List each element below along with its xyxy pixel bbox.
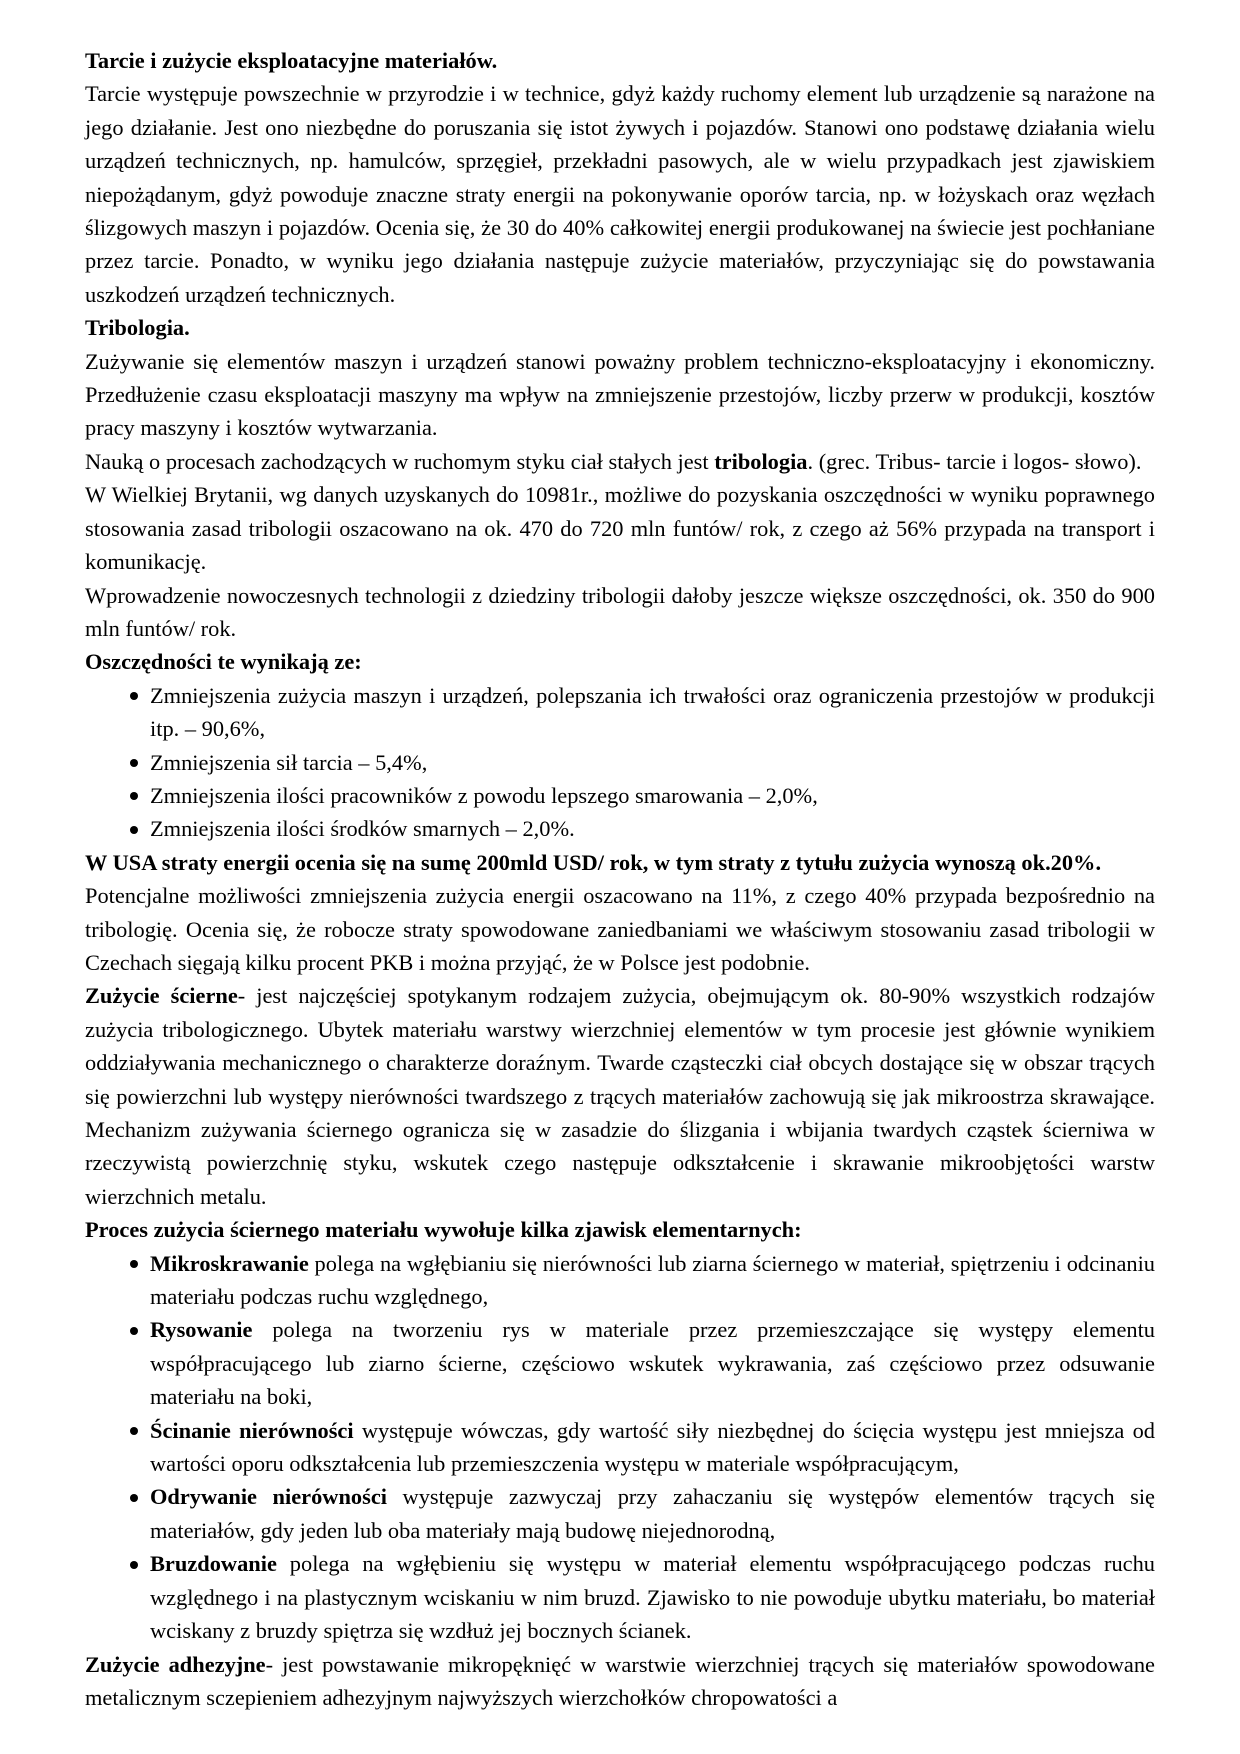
definition-lead: Nauką o procesach zachodzących w ruchomym styku ciał stałych jest: [85, 448, 715, 474]
abrasive-wear-paragraph: [85, 979, 1155, 1213]
page-title: Tarcie i zużycie eksploatacyjne materiałów.: [85, 48, 498, 73]
list-item: [85, 1547, 1155, 1647]
usa-paragraph: W USA straty energii ocenia się na sumę 200mld USD/ rok, w tym straty z tytułu zużycia wynoszą ok.20%.: [85, 849, 1102, 875]
bullet-icon: [129, 679, 139, 712]
bullet-icon: [129, 1480, 139, 1513]
list-item: [85, 1247, 1155, 1314]
list-item-text: polega na wgłębieniu się występu w materiał elementu współpracującego podczas ruchu względnego i na plastycznym wciskaniu w nim bruzd. Zjawisko to nie powoduje ubytku materiału, bo materiał wciskany z bruzdy spiętrza się wzdłuż jej bocznych ścianek.: [150, 1551, 1155, 1644]
abrasive-wear-text: - jest najczęściej spotykanym rodzajem zużycia, obejmującym ok. 80-90% wszystkich rodzajów zużycia tribologicznego. Ubytek materiału warstwy wierzchniej elementów w tym procesie jest głównie wynikiem oddziaływania mechanicznego o charakterze doraźnym. Twarde cząsteczki ciał obcych dostające się w obszar trących się powierzchni lub występy nierówności twardszego z trących materiałów zachowują się jak mikroostrza skrawające. Mechanizm zużywania ściernego ogranicza się w zasadzie do ślizgania i wbijania twardych cząstek ścierniwa w rzeczywistą powierzchnię styku, wskutek czego następuje odkształcenie i skrawanie mikroobjętości warstw wierzchnich metalu.: [85, 983, 1155, 1209]
definition-tail: . (grec. Tribus- tarcie i logos- słowo).: [807, 448, 1142, 474]
potential-paragraph: Potencjalne możliwości zmniejszenia zużycia energii oszacowano na 11%, z czego 40% przypada bezpośrednio na tribologię. Ocenia się, że robocze straty spowodowane zaniedbaniami we właściwym stosowaniu zasad tribologii w Czechach sięgają kilku procent PKB i można przyjąć, że w Polsce jest podobnie.: [85, 883, 1155, 975]
tribologia-heading: Tribologia.: [85, 315, 190, 341]
definition-term: tribologia: [714, 448, 808, 474]
process-heading: Proces zużycia ściernego materiału wywołuje kilka zjawisk elementarnych:: [85, 1217, 802, 1243]
savings-heading: Oszczędności te wynikają ze:: [85, 649, 362, 675]
list-item-text: polega na wgłębianiu się nierówności lub ziarna ściernego w materiał, spiętrzeniu i odcinaniu materiału podczas ruchu względnego,: [150, 1250, 1155, 1310]
list-item-text: polega na tworzeniu rys w materiale przez przemieszczające się występy elementu współpracującego lub ziarno ścierne, częściowo wskutek wykrawania, zaś częściowo przez odsuwanie materiału na boki,: [150, 1317, 1155, 1410]
list-item-text: Zmniejszenia zużycia maszyn i urządzeń, polepszania ich trwałości oraz ograniczenia przestojów w produkcji itp. – 90,6%,: [150, 682, 1155, 742]
bullet-icon: [129, 1313, 139, 1346]
list-item-text: Zmniejszenia ilości pracowników z powodu lepszego smarowania – 2,0%,: [150, 782, 818, 808]
bullet-icon: [129, 746, 139, 779]
bullet-icon: [129, 1547, 139, 1580]
tribologia-paragraph: Zużywanie się elementów maszyn i urządzeń stanowi poważny problem techniczno-eksploatacyjny i ekonomiczny. Przedłużenie czasu eksploatacji maszyny ma wpływ na zmniejszenie przestojów, liczby przerw w produkcji, kosztów pracy maszyny i kosztów wytwarzania.: [85, 348, 1155, 441]
list-item-term: Mikroskrawanie: [150, 1250, 309, 1276]
list-item-term: Rysowanie: [150, 1317, 253, 1343]
list-item: [85, 746, 1155, 779]
list-item-text: występuje wówczas, gdy wartość siły niezbędnej do ścięcia występu jest mniejsza od wartości oporu odkształcenia lub przemieszczenia występu w materiale współpracującym,: [150, 1417, 1155, 1477]
definition-paragraph: [85, 445, 1155, 478]
adhesive-wear-paragraph: [85, 1648, 1155, 1715]
britain-paragraph: W Wielkiej Brytanii, wg danych uzyskanych do 10981r., możliwe do pozyskania oszczędności w wyniku poprawnego stosowania zasad tribologii oszacowano na ok. 470 do 720 mln funtów/ rok, z czego aż 56% przypada na transport i komunikację.: [85, 482, 1155, 575]
list-item-text: występuje zazwyczaj przy zahaczaniu się występów elementów trących się materiałów, gdy jeden lub oba materiały mają budowę niejednorodną,: [150, 1484, 1155, 1543]
list-item: [85, 1313, 1155, 1413]
list-item: [85, 1414, 1155, 1481]
list-item-text: Zmniejszenia ilości środków smarnych – 2,0%.: [150, 816, 575, 842]
list-item: [85, 779, 1155, 812]
list-item-term: Bruzdowanie: [150, 1551, 277, 1577]
abrasive-wear-term: Zużycie ścierne: [85, 983, 238, 1009]
bullet-icon: [129, 812, 139, 845]
technologies-paragraph: Wprowadzenie nowoczesnych technologii z dziedziny tribologii dałoby jeszcze większe oszczędności, ok. 350 do 900 mln funtów/ rok.: [85, 582, 1155, 641]
list-item: [85, 812, 1155, 845]
document-body: [85, 44, 1155, 1714]
bullet-icon: [129, 1414, 139, 1447]
list-item-term: Odrywanie nierówności: [150, 1484, 387, 1510]
list-item-text: Zmniejszenia sił tarcia – 5,4%,: [150, 749, 428, 775]
bullet-icon: [129, 779, 139, 812]
list-item: [85, 679, 1155, 746]
intro-paragraph: Tarcie występuje powszechnie w przyrodzie i w technice, gdyż każdy ruchomy element lub urządzenie są narażone na jego działanie. Jest ono niezbędne do poruszania się istot żywych i pojazdów. Stanowi ono podstawę działania wielu urządzeń technicznych, np. hamulców, sprzęgieł, przekładni pasowych, ale w wielu przypadkach jest zjawiskiem niepożądanym, gdyż powoduje znaczne straty energii na pokonywanie oporów tarcia, np. w łożyskach oraz węzłach ślizgowych maszyn i pojazdów. Ocenia się, że 30 do 40% całkowitej energii produkowanej na świecie jest pochłaniane przez tarcie. Ponadto, w wyniku jego działania następuje zużycie materiałów, przyczyniając się do powstawania uszkodzeń urządzeń technicznych.: [85, 81, 1155, 307]
list-item-term: Ścinanie nierówności: [150, 1417, 354, 1443]
adhesive-wear-text: - jest powstawanie mikropęknięć w warstwie wierzchniej trących się materiałów spowodowane metalicznym sczepieniem adhezyjnym najwyższych wierzchołków chropowatości a: [85, 1651, 1155, 1710]
adhesive-wear-term: Zużycie adhezyjne: [85, 1651, 266, 1677]
list-item: [85, 1480, 1155, 1547]
bullet-icon: [129, 1247, 139, 1280]
savings-list: [85, 679, 1155, 846]
phenomena-list: [85, 1247, 1155, 1648]
